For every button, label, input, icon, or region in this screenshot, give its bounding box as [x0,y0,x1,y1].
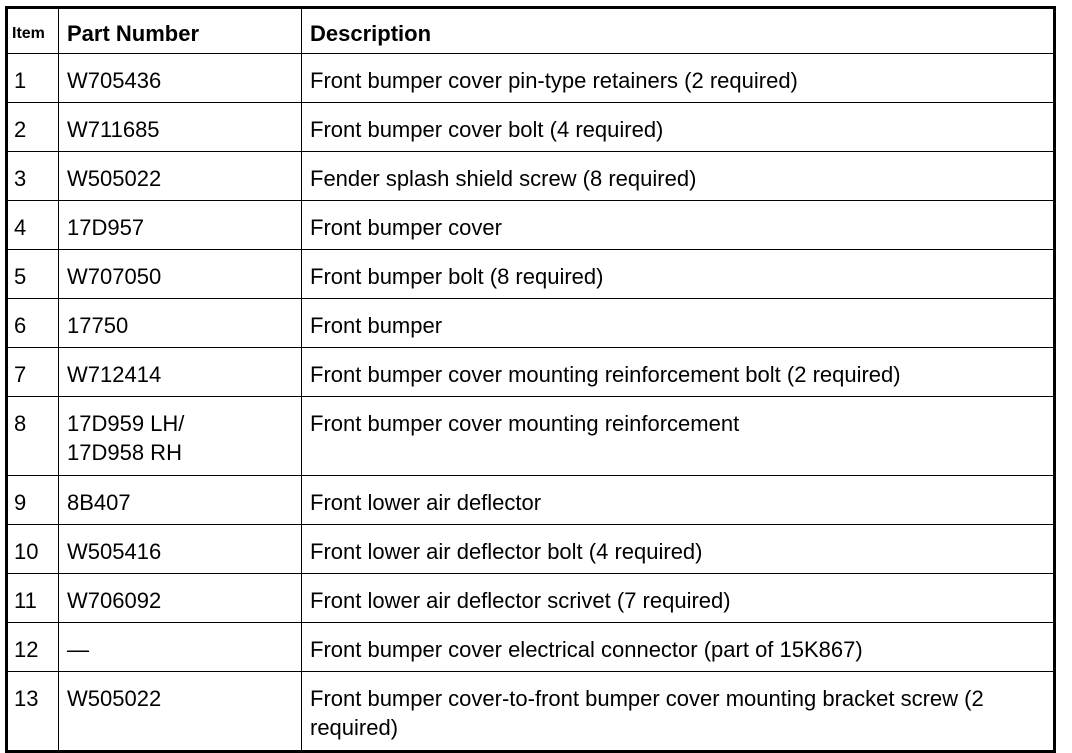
description-cell: Front lower air deflector scrivet (7 required) [302,574,1055,623]
part-number-line: — [67,637,89,662]
part-number-line: W711685 [67,117,160,142]
part-number-line: 17D957 [67,215,145,240]
item-number-cell: 11 [7,574,59,623]
item-number-cell: 10 [7,525,59,574]
table-row [7,152,1055,201]
table-row [7,525,1055,574]
part-number-cell [59,623,302,672]
item-number-cell: 9 [7,476,59,525]
part-number-cell [59,574,302,623]
part-number-cell [59,54,302,103]
item-number-cell: 2 [7,103,59,152]
part-number-line: W707050 [67,264,162,289]
part-number-line: W505022 [67,166,162,191]
item-number-cell: 1 [7,54,59,103]
description-cell: Front bumper cover pin-type retainers (2 required) [302,54,1055,103]
part-number-line: 17750 [67,313,129,338]
description-cell: Front lower air deflector bolt (4 required) [302,525,1055,574]
table-row [7,672,1055,752]
table-row [7,250,1055,299]
item-number-cell: 5 [7,250,59,299]
table-header-row [7,8,1055,54]
description-cell: Front bumper cover electrical connector (part of 15K867) [302,623,1055,672]
table-row [7,348,1055,397]
description-cell: Front bumper [302,299,1055,348]
item-number-cell: 8 [7,397,59,476]
description-cell: Front bumper cover mounting reinforcement bolt (2 required) [302,348,1055,397]
part-number-cell [59,152,302,201]
table-row [7,299,1055,348]
description-cell: Fender splash shield screw (8 required) [302,152,1055,201]
header-part-number: Part Number [59,8,302,54]
part-number-line: W706092 [67,588,162,613]
header-description: Description [302,8,1055,54]
part-number-cell [59,299,302,348]
header-item: Item [7,8,59,54]
item-number-cell: 7 [7,348,59,397]
parts-table [5,6,1056,753]
table-row [7,476,1055,525]
table-row [7,54,1055,103]
part-number-line: 17D958 RH [67,440,182,465]
part-number-cell [59,476,302,525]
item-number-cell: 4 [7,201,59,250]
part-number-cell [59,348,302,397]
part-number-cell [59,397,302,476]
item-number-cell: 3 [7,152,59,201]
part-number-line: W705436 [67,68,162,93]
description-cell: Front bumper cover [302,201,1055,250]
part-number-line: 17D959 LH/ [67,411,185,436]
part-number-line: W505416 [67,539,162,564]
part-number-cell [59,672,302,752]
parts-table-body [7,54,1055,752]
table-row [7,103,1055,152]
item-number-cell: 13 [7,672,59,752]
description-cell: Front bumper cover-to-front bumper cover mounting bracket screw (2 required) [302,672,1055,752]
description-cell: Front bumper bolt (8 required) [302,250,1055,299]
description-cell: Front lower air deflector [302,476,1055,525]
table-row [7,574,1055,623]
part-number-cell [59,250,302,299]
table-row [7,201,1055,250]
item-number-cell: 6 [7,299,59,348]
part-number-line: W712414 [67,362,162,387]
item-number-cell: 12 [7,623,59,672]
part-number-line: 8B407 [67,490,131,515]
part-number-cell [59,201,302,250]
description-cell: Front bumper cover mounting reinforcement [302,397,1055,476]
table-row [7,623,1055,672]
part-number-cell [59,103,302,152]
part-number-line: W505022 [67,686,162,711]
table-row [7,397,1055,476]
description-cell: Front bumper cover bolt (4 required) [302,103,1055,152]
part-number-cell [59,525,302,574]
